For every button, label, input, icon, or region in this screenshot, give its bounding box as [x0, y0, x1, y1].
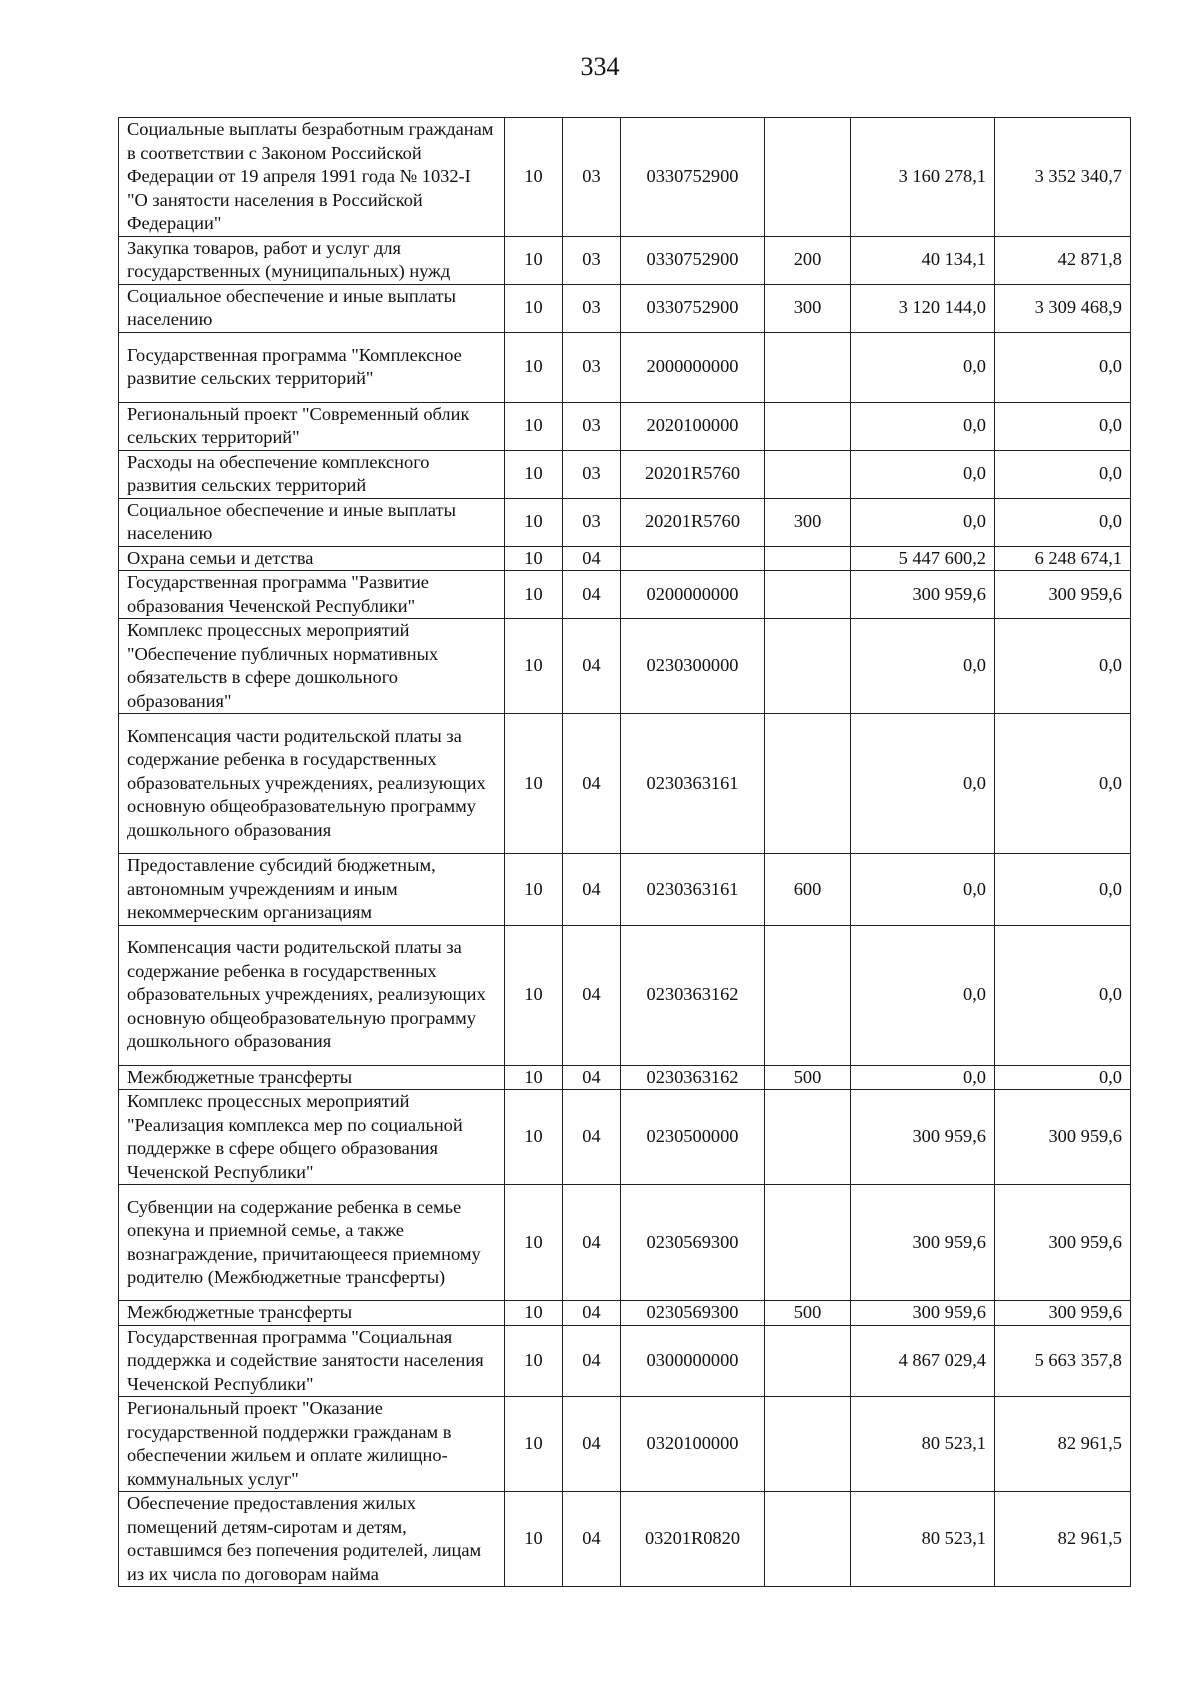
target-item-code-cell: 0230363161	[621, 854, 765, 926]
amount-year-2-cell: 3 352 340,7	[995, 118, 1131, 237]
expense-name-cell: Социальные выплаты безработным гражданам в соответствии с Законом Российской Федерации от 19 апреля 1991 года № 1032-I "О занятости населения в Российской Федерации"	[119, 118, 505, 237]
target-item-code-cell: 0230569300	[621, 1185, 765, 1301]
section-code-cell: 10	[505, 546, 563, 571]
expense-type-code-cell: 300	[765, 284, 851, 332]
section-code-cell: 10	[505, 925, 563, 1065]
amount-year-1-cell: 3 160 278,1	[851, 118, 995, 237]
expense-type-code-cell	[765, 118, 851, 237]
amount-year-1-cell: 0,0	[851, 332, 995, 402]
amount-year-2-cell: 0,0	[995, 1065, 1131, 1090]
amount-year-2-cell: 6 248 674,1	[995, 546, 1131, 571]
amount-year-1-cell: 3 120 144,0	[851, 284, 995, 332]
amount-year-1-cell: 0,0	[851, 450, 995, 498]
expense-type-code-cell	[765, 402, 851, 450]
subsection-code-cell: 04	[563, 1065, 621, 1090]
table-row	[119, 925, 1131, 1065]
amount-year-2-cell: 300 959,6	[995, 1090, 1131, 1185]
table-row	[119, 1397, 1131, 1492]
subsection-code-cell: 04	[563, 1325, 621, 1397]
amount-year-1-cell: 0,0	[851, 619, 995, 714]
expense-type-code-cell: 500	[765, 1065, 851, 1090]
expense-name-cell: Региональный проект "Современный облик сельских территорий"	[119, 402, 505, 450]
amount-year-1-cell: 300 959,6	[851, 1185, 995, 1301]
section-code-cell: 10	[505, 854, 563, 926]
table-row	[119, 450, 1131, 498]
subsection-code-cell: 04	[563, 571, 621, 619]
budget-table	[118, 117, 1131, 1587]
section-code-cell: 10	[505, 1301, 563, 1326]
expense-type-code-cell	[765, 1492, 851, 1587]
section-code-cell: 10	[505, 619, 563, 714]
target-item-code-cell: 0200000000	[621, 571, 765, 619]
target-item-code-cell: 0330752900	[621, 284, 765, 332]
expense-name-cell: Комплекс процессных мероприятий "Обеспечение публичных нормативных обязательств в сфере дошкольного образования"	[119, 619, 505, 714]
amount-year-2-cell: 0,0	[995, 619, 1131, 714]
target-item-code-cell: 0230363162	[621, 1065, 765, 1090]
amount-year-2-cell: 0,0	[995, 450, 1131, 498]
amount-year-1-cell: 80 523,1	[851, 1492, 995, 1587]
subsection-code-cell: 03	[563, 402, 621, 450]
section-code-cell: 10	[505, 1397, 563, 1492]
expense-type-code-cell	[765, 714, 851, 854]
table-row	[119, 571, 1131, 619]
target-item-code-cell: 20201R5760	[621, 498, 765, 546]
amount-year-1-cell: 0,0	[851, 925, 995, 1065]
target-item-code-cell: 0300000000	[621, 1325, 765, 1397]
table-row	[119, 332, 1131, 402]
amount-year-1-cell: 300 959,6	[851, 571, 995, 619]
section-code-cell: 10	[505, 118, 563, 237]
subsection-code-cell: 04	[563, 925, 621, 1065]
table-body	[119, 118, 1131, 1587]
amount-year-2-cell: 0,0	[995, 925, 1131, 1065]
expense-name-cell: Закупка товаров, работ и услуг для государственных (муниципальных) нужд	[119, 236, 505, 284]
amount-year-2-cell: 5 663 357,8	[995, 1325, 1131, 1397]
amount-year-1-cell: 0,0	[851, 402, 995, 450]
expense-name-cell: Охрана семьи и детства	[119, 546, 505, 571]
page-number: 334	[580, 52, 620, 81]
subsection-code-cell: 04	[563, 1090, 621, 1185]
target-item-code-cell: 0230363161	[621, 714, 765, 854]
expense-name-cell: Субвенции на содержание ребенка в семье опекуна и приемной семье, а также вознаграждение, причитающееся приемному родителю (Межбюджетные трансферты)	[119, 1185, 505, 1301]
subsection-code-cell: 03	[563, 332, 621, 402]
target-item-code-cell: 0330752900	[621, 118, 765, 237]
table-row	[119, 284, 1131, 332]
expense-name-cell: Межбюджетные трансферты	[119, 1301, 505, 1326]
subsection-code-cell: 04	[563, 714, 621, 854]
expense-type-code-cell	[765, 925, 851, 1065]
section-code-cell: 10	[505, 1185, 563, 1301]
section-code-cell: 10	[505, 450, 563, 498]
section-code-cell: 10	[505, 1492, 563, 1587]
expense-name-cell: Государственная программа "Развитие образования Чеченской Республики"	[119, 571, 505, 619]
expense-name-cell: Межбюджетные трансферты	[119, 1065, 505, 1090]
expense-name-cell: Компенсация части родительской платы за содержание ребенка в государственных образовательных учреждениях, реализующих основную общеобразовательную программу дошкольного образования	[119, 925, 505, 1065]
amount-year-1-cell: 0,0	[851, 854, 995, 926]
amount-year-2-cell: 0,0	[995, 714, 1131, 854]
amount-year-2-cell: 0,0	[995, 498, 1131, 546]
expense-name-cell: Социальное обеспечение и иные выплаты населению	[119, 284, 505, 332]
expense-name-cell: Расходы на обеспечение комплексного развития сельских территорий	[119, 450, 505, 498]
expense-name-cell: Государственная программа "Комплексное развитие сельских территорий"	[119, 332, 505, 402]
expense-type-code-cell	[765, 571, 851, 619]
table-row	[119, 498, 1131, 546]
expense-name-cell: Компенсация части родительской платы за содержание ребенка в государственных образовательных учреждениях, реализующих основную общеобразовательную программу дошкольного образования	[119, 714, 505, 854]
table-row	[119, 714, 1131, 854]
amount-year-2-cell: 82 961,5	[995, 1397, 1131, 1492]
amount-year-1-cell: 300 959,6	[851, 1301, 995, 1326]
section-code-cell: 10	[505, 1325, 563, 1397]
section-code-cell: 10	[505, 1090, 563, 1185]
expense-type-code-cell	[765, 332, 851, 402]
subsection-code-cell: 03	[563, 498, 621, 546]
table-row	[119, 1065, 1131, 1090]
section-code-cell: 10	[505, 402, 563, 450]
table-row	[119, 1185, 1131, 1301]
table-row	[119, 1325, 1131, 1397]
table-row	[119, 546, 1131, 571]
target-item-code-cell: 0230300000	[621, 619, 765, 714]
expense-type-code-cell	[765, 546, 851, 571]
amount-year-2-cell: 82 961,5	[995, 1492, 1131, 1587]
expense-name-cell: Комплекс процессных мероприятий "Реализация комплекса мер по социальной поддержке в сфере общего образования Чеченской Республики"	[119, 1090, 505, 1185]
amount-year-1-cell: 0,0	[851, 498, 995, 546]
amount-year-1-cell: 40 134,1	[851, 236, 995, 284]
expense-name-cell: Социальное обеспечение и иные выплаты населению	[119, 498, 505, 546]
table-row	[119, 619, 1131, 714]
target-item-code-cell: 03201R0820	[621, 1492, 765, 1587]
expense-name-cell: Обеспечение предоставления жилых помещений детям-сиротам и детям, оставшимся без попечения родителей, лицам из их числа по договорам найма	[119, 1492, 505, 1587]
table-row	[119, 1090, 1131, 1185]
subsection-code-cell: 04	[563, 1301, 621, 1326]
expense-type-code-cell	[765, 1325, 851, 1397]
expense-name-cell: Предоставление субсидий бюджетным, автономным учреждениям и иным некоммерческим организациям	[119, 854, 505, 926]
amount-year-2-cell: 0,0	[995, 332, 1131, 402]
subsection-code-cell: 03	[563, 450, 621, 498]
expense-name-cell: Региональный проект "Оказание государственной поддержки гражданам в обеспечении жильем и оплате жилищно-коммунальных услуг"	[119, 1397, 505, 1492]
expense-type-code-cell	[765, 1090, 851, 1185]
target-item-code-cell: 20201R5760	[621, 450, 765, 498]
target-item-code-cell: 0230363162	[621, 925, 765, 1065]
section-code-cell: 10	[505, 332, 563, 402]
section-code-cell: 10	[505, 1065, 563, 1090]
subsection-code-cell: 04	[563, 854, 621, 926]
amount-year-2-cell: 3 309 468,9	[995, 284, 1131, 332]
amount-year-1-cell: 5 447 600,2	[851, 546, 995, 571]
section-code-cell: 10	[505, 284, 563, 332]
amount-year-2-cell: 300 959,6	[995, 571, 1131, 619]
expense-type-code-cell	[765, 619, 851, 714]
subsection-code-cell: 04	[563, 546, 621, 571]
table-row	[119, 402, 1131, 450]
expense-type-code-cell	[765, 1185, 851, 1301]
target-item-code-cell: 2020100000	[621, 402, 765, 450]
target-item-code-cell: 0330752900	[621, 236, 765, 284]
subsection-code-cell: 04	[563, 619, 621, 714]
expense-type-code-cell	[765, 450, 851, 498]
amount-year-1-cell: 0,0	[851, 714, 995, 854]
expense-type-code-cell: 500	[765, 1301, 851, 1326]
expense-name-cell: Государственная программа "Социальная поддержка и содействие занятости населения Чеченской Республики"	[119, 1325, 505, 1397]
expense-type-code-cell: 200	[765, 236, 851, 284]
amount-year-2-cell: 300 959,6	[995, 1185, 1131, 1301]
expense-type-code-cell: 300	[765, 498, 851, 546]
subsection-code-cell: 04	[563, 1397, 621, 1492]
subsection-code-cell: 04	[563, 1492, 621, 1587]
target-item-code-cell: 0320100000	[621, 1397, 765, 1492]
target-item-code-cell	[621, 546, 765, 571]
amount-year-1-cell: 300 959,6	[851, 1090, 995, 1185]
section-code-cell: 10	[505, 714, 563, 854]
subsection-code-cell: 03	[563, 118, 621, 237]
target-item-code-cell: 2000000000	[621, 332, 765, 402]
amount-year-1-cell: 4 867 029,4	[851, 1325, 995, 1397]
amount-year-2-cell: 42 871,8	[995, 236, 1131, 284]
subsection-code-cell: 03	[563, 236, 621, 284]
amount-year-2-cell: 0,0	[995, 402, 1131, 450]
subsection-code-cell: 03	[563, 284, 621, 332]
table-row	[119, 1492, 1131, 1587]
table-row	[119, 236, 1131, 284]
amount-year-1-cell: 0,0	[851, 1065, 995, 1090]
amount-year-1-cell: 80 523,1	[851, 1397, 995, 1492]
section-code-cell: 10	[505, 236, 563, 284]
expense-type-code-cell	[765, 1397, 851, 1492]
table-row	[119, 1301, 1131, 1326]
expense-type-code-cell: 600	[765, 854, 851, 926]
section-code-cell: 10	[505, 498, 563, 546]
subsection-code-cell: 04	[563, 1185, 621, 1301]
amount-year-2-cell: 300 959,6	[995, 1301, 1131, 1326]
target-item-code-cell: 0230569300	[621, 1301, 765, 1326]
section-code-cell: 10	[505, 571, 563, 619]
table-row	[119, 854, 1131, 926]
target-item-code-cell: 0230500000	[621, 1090, 765, 1185]
table-row	[119, 118, 1131, 237]
amount-year-2-cell: 0,0	[995, 854, 1131, 926]
